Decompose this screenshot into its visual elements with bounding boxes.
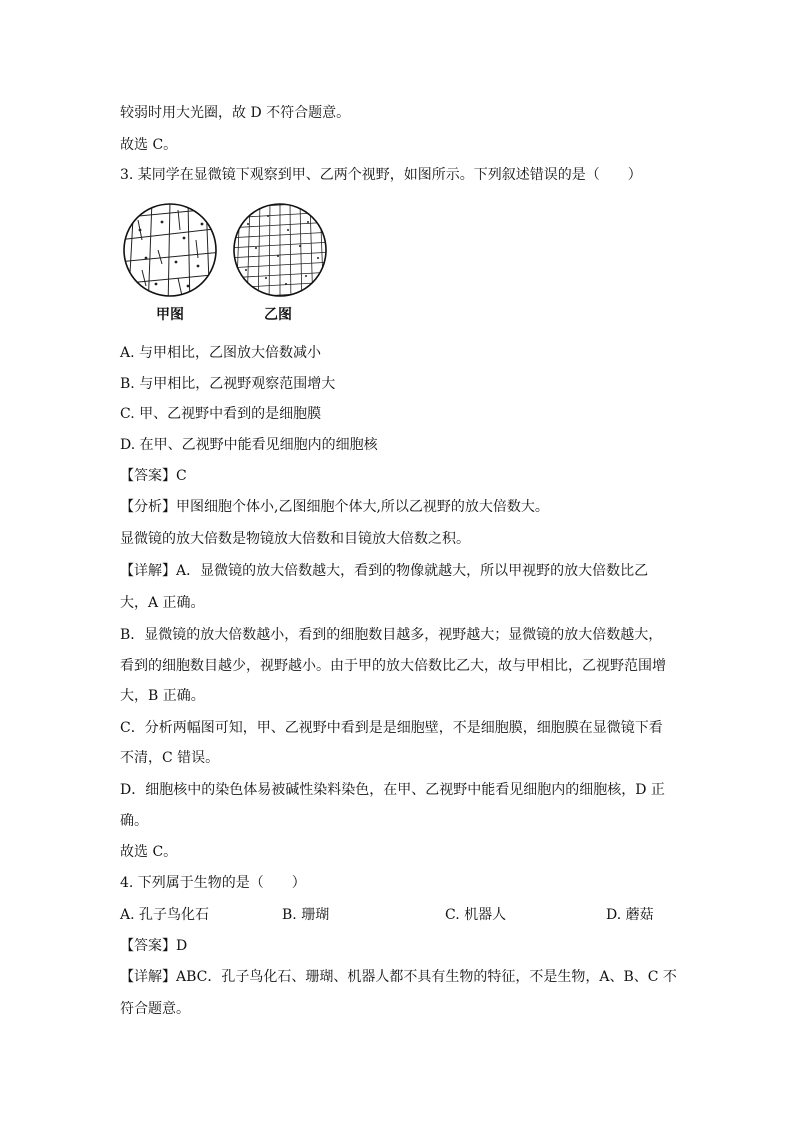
- figure-label-yi: 乙图: [264, 307, 292, 323]
- q4-option-a: A. 孔子鸟化石: [120, 907, 210, 923]
- text-line: 较弱时用大光圈，故 D 不符合题意。: [120, 105, 351, 121]
- text-line: 看到的细胞数目越少，视野越小。由于甲的放大倍数比乙大，故与甲相比，乙视野范围增: [120, 658, 666, 674]
- q4-option-d: D. 蘑菇: [606, 907, 654, 923]
- option-b: B. 与甲相比，乙视野观察范围增大: [120, 376, 336, 392]
- microscope-figure: [118, 200, 338, 330]
- question-4-stem: 4. 下列属于生物的是（ ）: [120, 875, 306, 891]
- figure-label-jia: 甲图: [156, 307, 184, 323]
- text-line: 大，A 正确。: [120, 595, 205, 611]
- analysis-text: 【分析】甲图细胞个体小,乙图细胞个体大,所以乙视野的放大倍数大。: [120, 499, 549, 515]
- text-line: 故选 C。: [120, 844, 178, 860]
- option-a: A. 与甲相比，乙图放大倍数减小: [120, 345, 322, 361]
- text-line: D．细胞核中的染色体易被碱性染料染色，在甲、乙视野中能看见细胞内的细胞核，D 正: [120, 782, 665, 798]
- view-jia-cells: [118, 200, 222, 310]
- answer-label: 【答案】D: [120, 938, 188, 954]
- text-line: 确。: [120, 813, 148, 829]
- text-line: 不清，C 错误。: [120, 750, 220, 766]
- q4-option-b: B. 珊瑚: [282, 907, 330, 923]
- text-line: C．分析两幅图可知，甲、乙视野中看到是是细胞壁，不是细胞膜，细胞膜在显微镜下看: [120, 720, 663, 736]
- microscope-views-illustration: [118, 200, 338, 330]
- text-line: B．显微镜的放大倍数越小，看到的细胞数目越多，视野越大；显微镜的放大倍数越大，: [120, 627, 663, 643]
- question-3-stem: 3. 某同学在显微镜下观察到甲、乙两个视野，如图所示。下列叙述错误的是（ ）: [120, 167, 642, 183]
- q4-option-c: C. 机器人: [445, 907, 507, 923]
- answer-label: 【答案】C: [120, 468, 187, 484]
- explanation-text: 【详解】A．显微镜的放大倍数越大，看到的物像就越大，所以甲视野的放大倍数比乙: [120, 563, 649, 579]
- explanation-text: 【详解】ABC．孔子鸟化石、珊瑚、机器人都不具有生物的特征，不是生物，A、B、C 不: [120, 969, 677, 985]
- text-line: 大，B 正确。: [120, 688, 205, 704]
- view-yi-cells: [228, 200, 332, 310]
- text-line: 符合题意。: [120, 1001, 190, 1017]
- text-line: 故选 C。: [120, 137, 178, 153]
- option-d: D. 在甲、乙视野中能看见细胞内的细胞核: [120, 437, 378, 453]
- option-c: C. 甲、乙视野中看到的是细胞膜: [120, 406, 322, 422]
- text-line: 显微镜的放大倍数是物镜放大倍数和目镜放大倍数之积。: [120, 531, 470, 547]
